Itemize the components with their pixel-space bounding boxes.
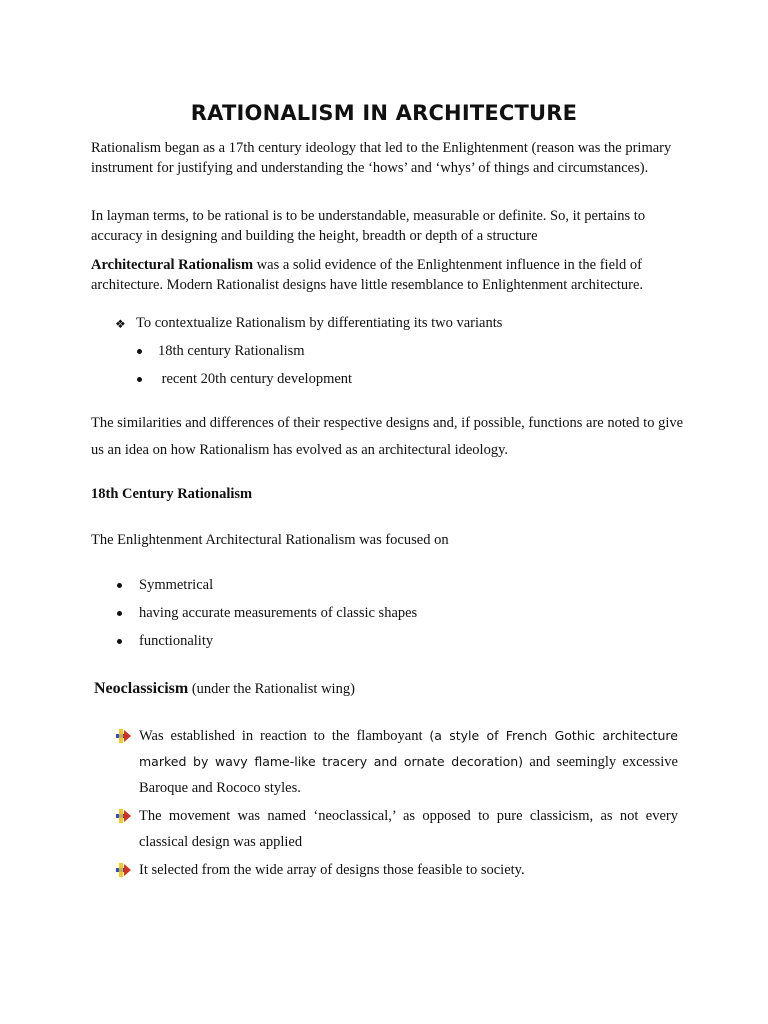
item-text: and seemingly excessive Baroque and Rococo styles.	[139, 754, 678, 796]
arrow-bullet-icon	[116, 809, 132, 823]
item-text: Was established in reaction to the flamboyant	[139, 728, 430, 744]
bullet-icon	[117, 583, 122, 588]
paragraph-text: was a solid evidence of the Enlightenment influence in the field of architecture. Modern Rationalist designs have little resemblance to Enlightenment architecture.	[91, 257, 644, 293]
variant-item: recent 20th century development	[158, 371, 353, 387]
neoclassicism-item: The movement was named ‘neoclassical,’ as opposed to pure classicism, as not every classical design was applied	[139, 808, 678, 850]
heading-note: (under the Rationalist wing)	[188, 681, 355, 697]
paragraph-focus: The Enlightenment Architectural Rationalism was focused on	[91, 532, 449, 548]
item-note: (a style of French Gothic architecture marked by wavy flame-like tracery and ornate decoration)	[139, 728, 678, 769]
bullet-icon	[117, 639, 122, 644]
objective-item: To contextualize Rationalism by differentiating its two variants	[136, 315, 503, 331]
neoclassicism-heading	[94, 679, 355, 699]
bullet-icon	[117, 611, 122, 616]
paragraph-architectural-rationalism	[91, 256, 691, 295]
bullet-icon	[137, 349, 142, 354]
bold-term: Architectural Rationalism	[91, 257, 254, 273]
neoclassicism-item: It selected from the wide array of designs those feasible to society.	[139, 862, 525, 878]
neoclassicism-item	[139, 723, 678, 801]
bullet-icon	[137, 377, 142, 382]
paragraph-similarities: The similarities and differences of their respective designs and, if possible, functions are noted to give us an idea on how Rationalism has evolved as an architectural ideology.	[91, 415, 684, 458]
focus-item: Symmetrical	[139, 577, 214, 593]
variant-item: 18th century Rationalism	[158, 343, 305, 359]
document-title: RATIONALISM IN ARCHITECTURE	[190, 101, 578, 125]
focus-item: having accurate measurements of classic shapes	[139, 605, 418, 621]
paragraph-layman: In layman terms, to be rational is to be understandable, measurable or definite. So, it pertains to accuracy in designing and building the height, breadth or depth of a structure	[91, 208, 646, 244]
section-heading: 18th Century Rationalism	[91, 486, 253, 502]
focus-item: functionality	[139, 633, 214, 649]
diamond-bullet-icon: ❖	[115, 317, 126, 331]
arrow-bullet-icon	[116, 729, 132, 743]
bold-term: Neoclassicism	[94, 680, 189, 697]
paragraph-intro: Rationalism began as a 17th century ideology that led to the Enlightenment (reason was the primary instrument for justifying and understanding the ‘hows’ and ‘whys’ of things and circumstances).	[91, 140, 672, 176]
arrow-bullet-icon	[116, 863, 132, 877]
